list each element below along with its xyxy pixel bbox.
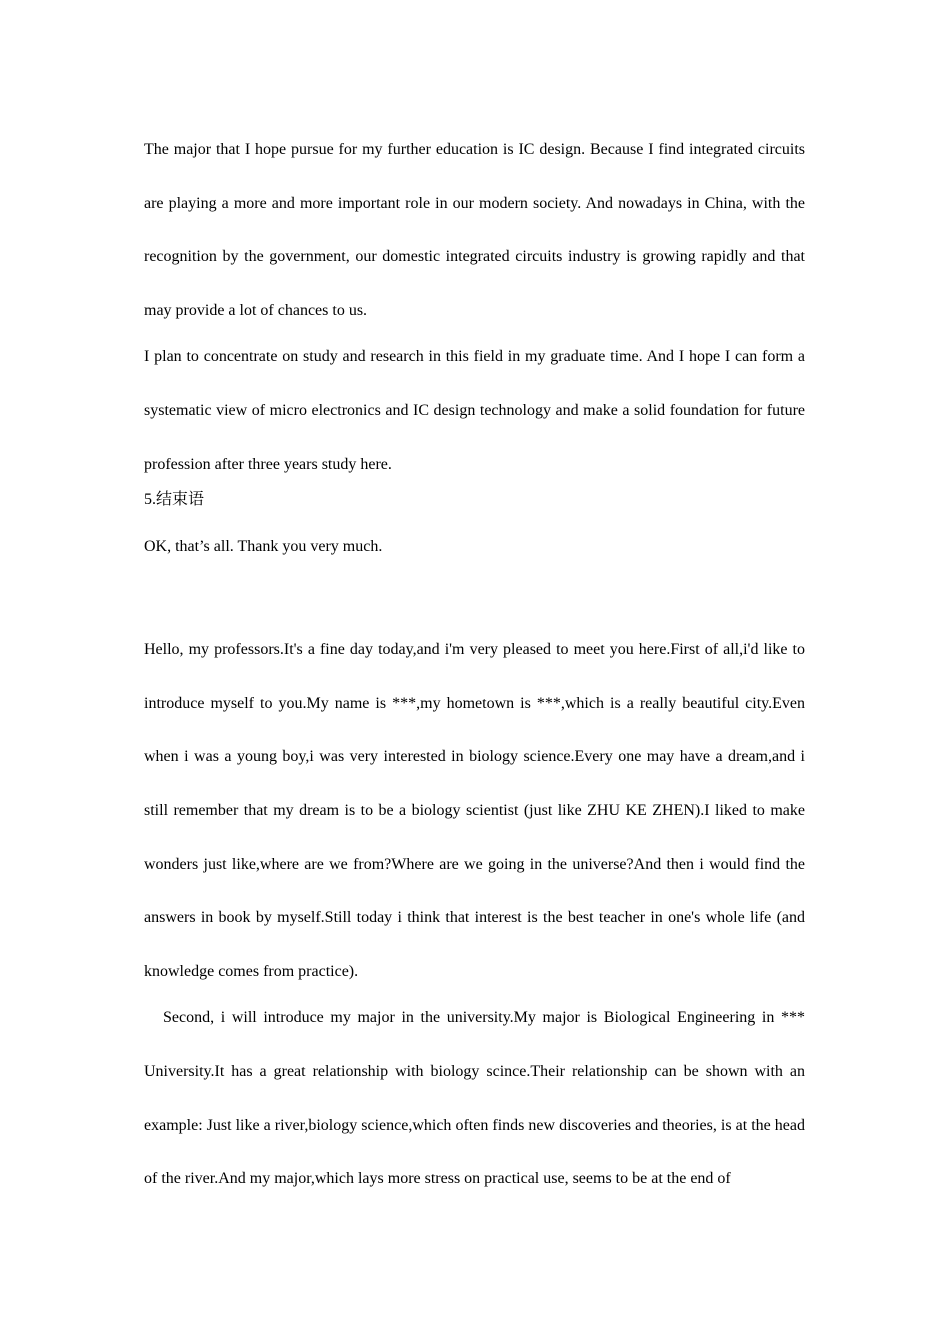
paragraph-major-introduction: Second, i will introduce my major in the university.My major is Biological Engineering in *** University.It has a great relationship with biology scince.Their relationship can be shown with an example: Just like a river,biology science,which often finds new discoveries and theories, is at the head of the river.And my major,which lays more stress on practical use, seems to be at the end of: [144, 1009, 805, 1188]
document-body: [144, 123, 805, 1206]
blank-line: [144, 562, 805, 623]
paragraph-ic-design-major: The major that I hope pursue for my further education is IC design. Because I find integrated circuits are playing a more and more important role in our modern society. And nowadays in China, with the recognition by the government, our domestic integrated circuits industry is growing rapidly and that may provide a lot of chances to us.: [144, 141, 805, 319]
paragraph-closing-thanks: OK, that’s all. Thank you very much.: [144, 538, 383, 556]
paragraph-self-introduction: Hello, my professors.It's a fine day today,and i'm very pleased to meet you here.First of all,i'd like to introduce myself to you.My name is ***,my hometown is ***,which is a really beautiful city.Even when i was a young boy,i was very interested in biology science.Every one may have a dream,and i still remember that my dream is to be a biology scientist (just like ZHU KE ZHEN).I liked to make wonders just like,where are we from?Where are we going in the universe?And then i would find the answers in book by myself.Still today i think that interest is the best teacher in one's whole life (and knowledge comes from practice).: [144, 641, 805, 980]
section-heading-closing: 5.结束语: [144, 491, 205, 509]
paragraph-study-plan: I plan to concentrate on study and research in this field in my graduate time. And I hope I can form a systematic view of micro electronics and IC design technology and make a solid foundation for future profession after three years study here.: [144, 348, 805, 473]
